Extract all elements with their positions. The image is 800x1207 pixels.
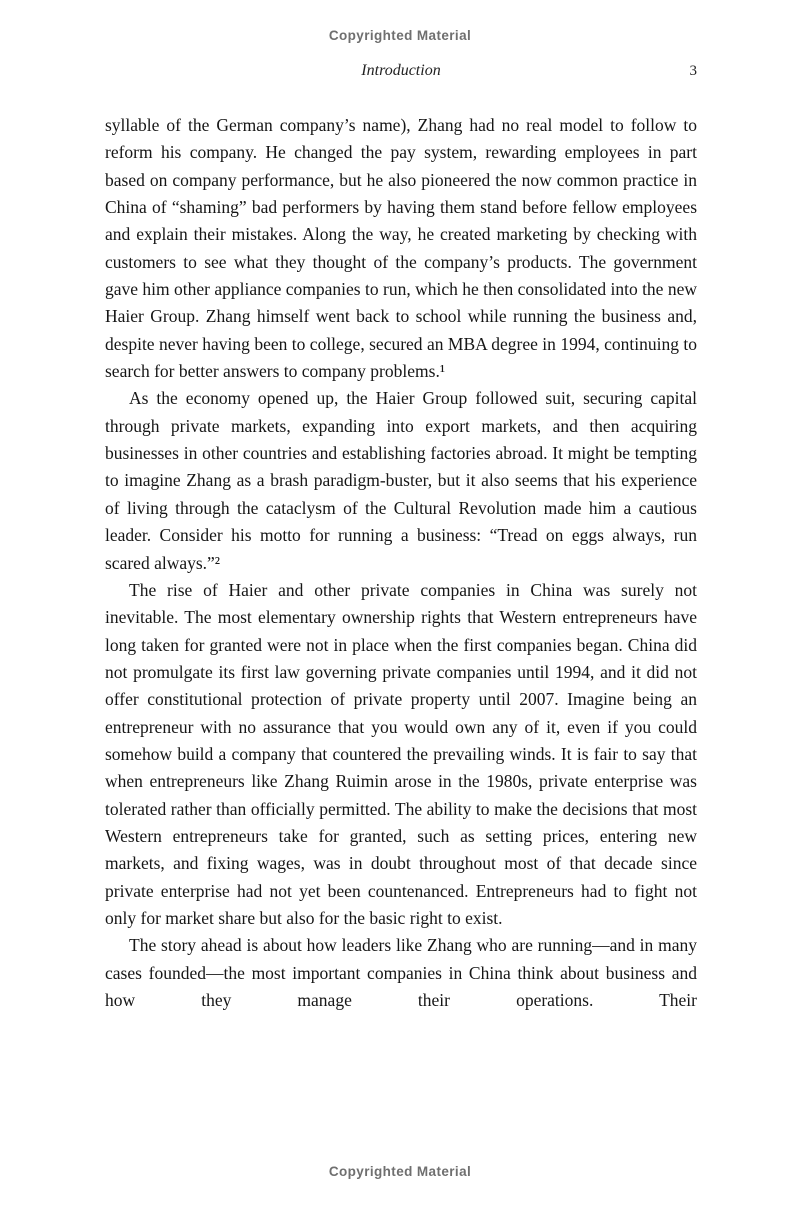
paragraph: The rise of Haier and other private companies in China was surely not inevitable. The most elementary ownership rights that Western entrepreneurs have long taken for granted were not in place when the first companies began. China did not promulgate its first law governing private companies until 1994, and it did not offer constitutional protection of private property until 2007. Imagine being an entrepreneur with no assurance that you would own any of it, even if you could somehow build a company that countered the prevailing winds. It is fair to say that when entrepreneurs like Zhang Ruimin arose in the 1980s, private enterprise was tolerated rather than officially permitted. The ability to make the decisions that most Western entrepreneurs take for granted, such as setting prices, entering new markets, and fixing wages, was in doubt throughout most of that decade since private enterprise had not yet been countenanced. Entrepreneurs had to fight not only for market share but also for the basic right to exist. — [105, 579, 697, 928]
paragraph: The story ahead is about how leaders like Zhang who are running—and in many cases founded—the most important companies in China think about business and how they manage their operations. Their — [105, 935, 697, 1010]
page-number: 3 — [689, 63, 697, 79]
running-head-row — [105, 62, 697, 84]
paragraph: syllable of the German company’s name), Zhang had no real model to follow to reform his company. He changed the pay system, rewarding employees in part based on company performance, but he also pioneered the now common practice in China of “shaming” bad performers by having them stand before fellow employees and explain their mistakes. Along the way, he created marketing by checking with customers to see what they thought of the company’s products. The government gave him other appliance companies to run, which he then consolidated into the new Haier Group. Zhang himself went back to school while running the business and, despite never having been to college, secured an MBA degree in 1994, continuing to search for better answers to company problems.¹ — [105, 115, 697, 382]
copyright-notice-bottom: Copyrighted Material — [328, 1164, 472, 1179]
copyright-notice-top: Copyrighted Material — [328, 28, 472, 43]
body-text — [105, 112, 697, 1014]
paragraph: As the economy opened up, the Haier Group followed suit, securing capital through private markets, expanding into export markets, and then acquiring businesses in other countries and establishing factories abroad. It might be tempting to imagine Zhang as a brash paradigm-buster, but it also seems that his experience of living through the cataclysm of the Cultural Revolution made him a cautious leader. Consider his motto for running a business: “Tread on eggs always, run scared always.”² — [105, 388, 697, 573]
running-head-title: Introduction — [361, 62, 441, 79]
